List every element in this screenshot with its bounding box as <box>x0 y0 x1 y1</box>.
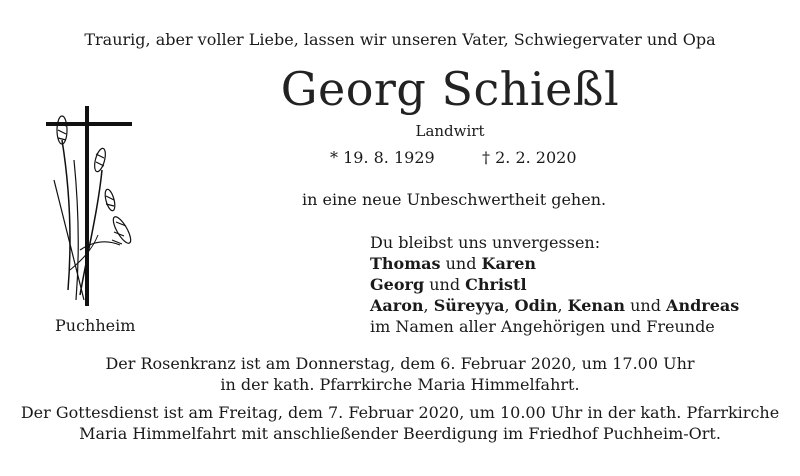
mourners-line-1: Thomas und Karen <box>370 254 537 273</box>
birth-date: * 19. 8. 1929 <box>330 148 435 167</box>
mourners-line-3: Aaron, Süreyya, Odin, Kenan und Andreas <box>370 296 740 315</box>
death-date: † 2. 2. 2020 <box>482 148 577 167</box>
rosary-info: Der Rosenkranz ist am Donnerstag, dem 6. Februar 2020, um 17.00 Uhr in der kath. Pfarrkirche Maria Himmelfahrt. <box>105 354 695 394</box>
deceased-name: Georg Schießl <box>280 62 620 116</box>
mourners-intro: Du bleibst uns unvergessen: <box>370 233 601 252</box>
occupation: Landwirt <box>415 122 485 140</box>
mourners-block <box>370 232 739 337</box>
cross-with-wheat-icon <box>40 100 140 310</box>
mourners-closing: im Namen aller Angehörigen und Freunde <box>370 317 715 336</box>
intro-text: Traurig, aber voller Liebe, lassen wir unseren Vater, Schwiegervater und Opa <box>84 30 716 49</box>
mourners-line-2: Georg und Christl <box>370 275 527 294</box>
service-info: Der Gottesdienst ist am Freitag, dem 7. Februar 2020, um 10.00 Uhr in der kath. Pfarrkirche Maria Himmelfahrt mit anschließender Beerdigung im Friedhof Puchheim-Ort. <box>20 403 780 443</box>
place: Puchheim <box>55 316 136 335</box>
phrase: in eine neue Unbeschwertheit gehen. <box>302 190 607 209</box>
